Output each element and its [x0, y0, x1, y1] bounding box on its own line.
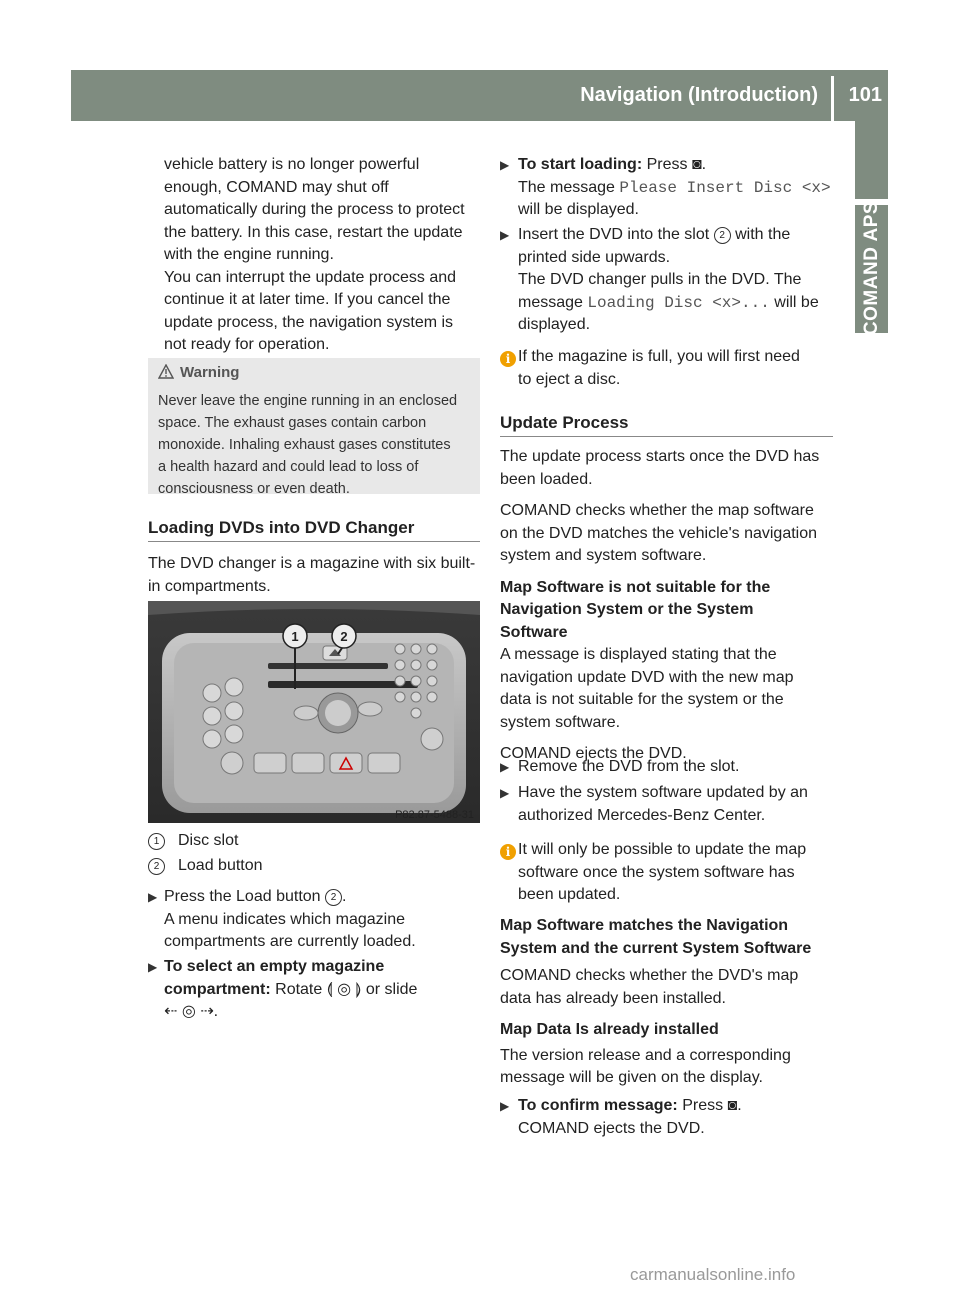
step-arrow-icon: ▶	[500, 158, 510, 172]
text-line: COMAND checks whether the DVD's map	[500, 967, 799, 984]
dvd-changer-photo	[148, 601, 480, 823]
text-line: COMAND ejects the DVD.	[518, 1119, 705, 1137]
header-bar	[71, 70, 888, 121]
text-span: message	[518, 293, 588, 311]
text-span: The message	[518, 178, 620, 196]
press-controller-icon: ◙	[691, 156, 702, 173]
text-span: Press	[642, 156, 692, 173]
text-line: space. The exhaust gases contain carbon	[158, 415, 427, 431]
text-line: The DVD changer pulls in the DVD. The	[518, 271, 802, 288]
text-span: with the	[730, 226, 791, 243]
text-line: System and the current System Software	[500, 939, 812, 957]
intro-paragraph	[164, 154, 484, 357]
text-line: navigation update DVD with the new map	[500, 668, 794, 686]
text-line: with the engine running.	[164, 246, 334, 263]
text-span: or slide	[361, 980, 418, 998]
text-line: not ready for operation.	[164, 336, 330, 353]
text-line: You can interrupt the update process and	[164, 268, 457, 286]
text-line: authorized Mercedes-Benz Center.	[518, 806, 766, 824]
step-start-loading: To start loading: Press ◙. The message Please Insert Disc <x> will be displayed.	[518, 154, 836, 222]
step-arrow-icon: ▶	[500, 228, 510, 242]
text-line: printed side upwards.	[518, 248, 671, 266]
text-line: in compartments.	[148, 577, 271, 595]
section-heading-update: Update Process	[500, 413, 629, 432]
step-arrow-icon: ▶	[500, 760, 510, 774]
heading-rule	[148, 541, 480, 542]
text-line: a health hazard and could lead to loss of	[158, 459, 419, 475]
text-line: Map Software is not suitable for the	[500, 578, 771, 596]
text-line: It will only be possible to update the map	[518, 841, 807, 858]
text-line: data is not suitable for the system or the	[500, 691, 784, 708]
display-message: Please Insert Disc <x>	[619, 178, 831, 197]
text-span: Rotate	[270, 980, 327, 998]
step-remove-dvd	[518, 756, 836, 779]
changer-paragraph	[148, 553, 482, 598]
legend-item-load-button	[148, 857, 263, 875]
text-line: the battery. In this case, restart the update	[164, 223, 463, 241]
text-line: will be displayed.	[518, 201, 639, 218]
header-divider	[831, 76, 834, 121]
page-number: 101	[848, 84, 882, 106]
text-line: Map Data Is already installed	[500, 1021, 719, 1038]
text-span: .	[342, 888, 347, 905]
text-line: To select an empty magazine	[164, 958, 385, 975]
text-span: Press	[677, 1097, 728, 1114]
text-line: system and system software.	[500, 547, 707, 564]
text-line: Map Software matches the Navigation	[500, 917, 789, 934]
legend-text: Load button	[178, 857, 263, 874]
step-arrow-icon: ▶	[148, 960, 158, 974]
text-span: compartment:	[164, 980, 271, 998]
rotate-controller-icon: ⟬ ◎ ⟭	[326, 980, 362, 998]
text-line: displayed.	[518, 316, 591, 333]
warning-triangle-icon	[158, 364, 174, 379]
side-tab-label: COMAND APS	[861, 200, 882, 336]
step-confirm-message: To confirm message: Press ◙. COMAND ejects the DVD.	[518, 1095, 836, 1140]
text-line: update process, the navigation system is	[164, 313, 454, 331]
info-icon: i	[500, 843, 516, 861]
text-line: system software.	[500, 713, 621, 731]
text-line: COMAND checks whether the map software	[500, 502, 814, 519]
text-line: Navigation System or the System	[500, 601, 754, 618]
legend-number: 1	[148, 833, 165, 850]
text-line: continue it at later time. If you cancel the	[164, 291, 451, 308]
photo-callout-1: 1	[291, 629, 299, 644]
step-arrow-icon: ▶	[148, 890, 158, 904]
press-controller-icon: ◙	[727, 1097, 738, 1114]
section-heading-loading: Loading DVDs into DVD Changer	[148, 518, 415, 537]
step-update-software	[518, 782, 836, 827]
text-span: To start loading:	[518, 156, 643, 173]
text-span: To confirm message:	[518, 1097, 678, 1114]
info-update-possible	[518, 839, 836, 907]
inline-number: 2	[714, 227, 731, 244]
text-line: A message is displayed stating that the	[500, 646, 777, 663]
text-line: compartments are currently loaded.	[164, 933, 416, 950]
side-tab-square	[855, 121, 888, 199]
text-line: consciousness or even death.	[158, 481, 350, 497]
legend-text: Disc slot	[178, 832, 239, 849]
step-press-load	[164, 886, 484, 954]
footer-watermark[interactable]: carmanualsonline.info	[630, 1265, 796, 1284]
text-line: been updated.	[518, 886, 621, 903]
text-line: vehicle battery is no longer powerful	[164, 156, 420, 173]
text-line: The DVD changer is a magazine with six built-	[148, 555, 476, 572]
text-line: Software	[500, 623, 568, 641]
text-line: on the DVD matches the vehicle's navigation	[500, 524, 818, 542]
text-span: will be	[769, 293, 819, 311]
text-line: Remove the DVD from the slot.	[518, 758, 740, 775]
text-line: Never leave the engine running in an enclosed	[158, 393, 458, 409]
text-line: The update process starts once the DVD has	[500, 448, 820, 465]
text-line: The version release and a corresponding	[500, 1046, 791, 1064]
step-arrow-icon: ▶	[500, 1099, 510, 1113]
update-body	[500, 446, 836, 766]
legend-item-disc-slot	[148, 832, 239, 850]
step-arrow-icon: ▶	[500, 786, 510, 800]
warning-header	[158, 364, 239, 381]
text-line: data has already been installed.	[500, 989, 726, 1007]
info-icon: i	[500, 350, 516, 368]
text-line: software once the system software has	[518, 863, 795, 881]
step-insert-dvd	[518, 224, 836, 337]
text-line: been loaded.	[500, 470, 593, 488]
warning-body	[158, 390, 476, 500]
text-span: Insert the DVD into the slot	[518, 226, 714, 243]
text-line: enough, COMAND may shut off	[164, 178, 389, 196]
heading-rule	[500, 436, 833, 437]
text-span: Press the Load button	[164, 888, 321, 905]
warning-title: Warning	[180, 364, 240, 381]
text-line: A menu indicates which magazine	[164, 910, 406, 928]
photo-callout-2: 2	[340, 629, 348, 644]
info-magazine-full	[518, 346, 836, 391]
photo-code: P82.87-5488-31	[395, 809, 474, 821]
text-line: COMAND ejects the DVD.	[500, 745, 687, 762]
text-line: Have the system software updated by an	[518, 784, 808, 801]
text-line: monoxide. Inhaling exhaust gases constitutes	[158, 437, 451, 453]
text-line: to eject a disc.	[518, 370, 621, 388]
matches-body	[500, 915, 836, 1090]
step-select-compartment	[164, 956, 484, 1024]
text-line: If the magazine is full, you will first need	[518, 348, 800, 365]
inline-number: 2	[325, 889, 342, 906]
control-panel-illustration	[148, 601, 480, 823]
side-tab-label-box	[858, 200, 886, 336]
warning-box	[148, 358, 480, 497]
page-title: Navigation (Introduction)	[580, 84, 818, 106]
text-line: automatically during the process to protect	[164, 201, 465, 218]
display-message: Loading Disc <x>...	[587, 293, 770, 312]
text-line: message will be given on the display.	[500, 1069, 763, 1086]
slide-controller-icon: ⇠ ◎ ⇢.	[164, 1003, 219, 1020]
legend-number: 2	[148, 858, 165, 875]
